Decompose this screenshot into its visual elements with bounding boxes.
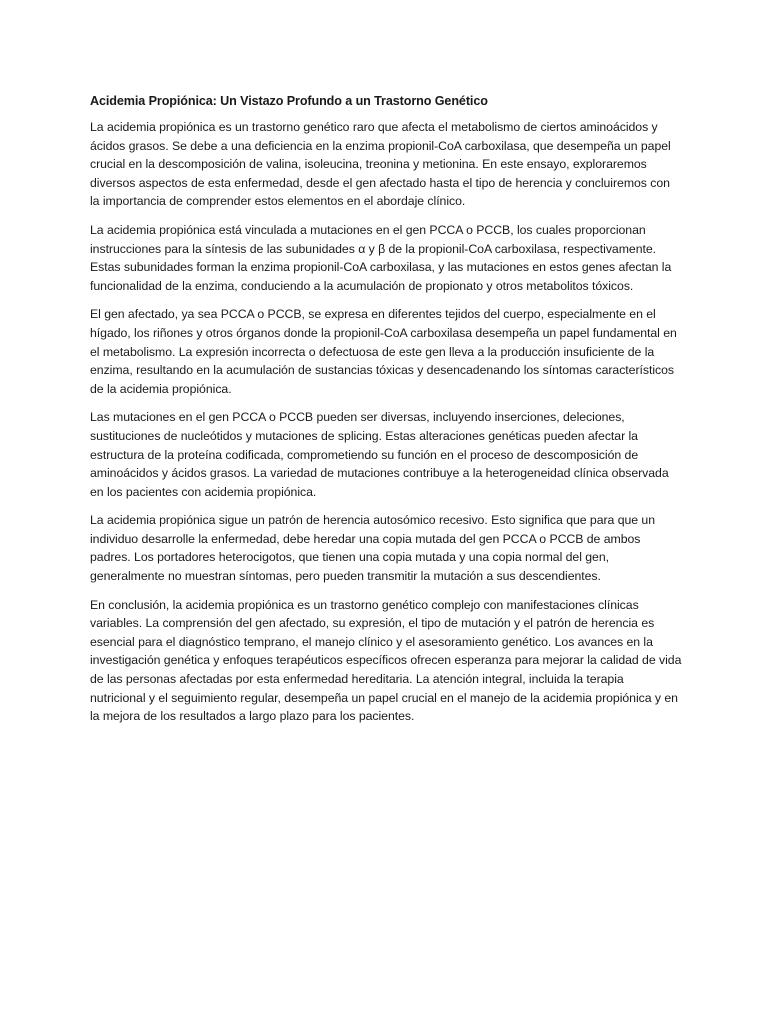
paragraph-conclusion: En conclusión, la acidemia propiónica es un trastorno genético complejo con manifestaciones clínicas variables. La comprensión del gen afectado, su expresión, el tipo de mutación y el patrón de herencia es esencial para el diagnóstico temprano, el manejo clínico y el asesoramiento genético. Los avances en la investigación genética y enfoques terapéuticos específicos ofrecen esperanza para mejorar la calidad de vida de las personas afectadas por esta enfermedad hereditaria. La atención integral, incluida la terapia nutricional y el seguimiento regular, desempeña un papel crucial en el manejo de la acidemia propiónica y en la mejora de los resultados a largo plazo para los pacientes. <box>90 597 682 724</box>
paragraph-genes: La acidemia propiónica está vinculada a mutaciones en el gen PCCA o PCCB, los cuales proporcionan instrucciones para la síntesis de las subunidades α y β de la propionil-CoA carboxilasa, respectivamente. Estas subunidades forman la enzima propionil-CoA carboxilasa, y las mutaciones en estos genes afectan la funcionalidad de la enzima, conduciendo a la acumulación de propionato y otros metabolitos tóxicos. <box>90 222 672 293</box>
paragraph-mutations: Las mutaciones en el gen PCCA o PCCB pueden ser diversas, incluyendo inserciones, deleciones, sustituciones de nucleótidos y mutaciones de splicing. Estas alteraciones genéticas pueden afectar la estructura de la proteína codificada, comprometiendo su función en el proceso de descomposición de aminoácidos y ácidos grasos. La variedad de mutaciones contribuye a la heterogeneidad clínica observada en los pacientes con acidemia propiónica. <box>90 410 669 499</box>
paragraph-inheritance: La acidemia propiónica sigue un patrón de herencia autosómico recesivo. Esto significa que para que un individuo desarrolle la enfermedad, debe heredar una copia mutada del gen PCCA o PCCB de ambos padres. Los portadores heterocigotos, que tienen una copia mutada y una copia normal del gen, generalmente no muestran síntomas, pero pueden transmitir la mutación a sus descendientes. <box>90 513 656 584</box>
paragraph-expression: El gen afectado, ya sea PCCA o PCCB, se expresa en diferentes tejidos del cuerpo, especialmente en el hígado, los riñones y otros órganos donde la propionil-CoA carboxilasa desempeña un papel fundamental en el metabolismo. La expresión incorrecta o defectuosa de este gen lleva a la producción insuficiente de la enzima, resultando en la acumulación de sustancias tóxicas y desencadenando los síntomas característicos de la acidemia propiónica. <box>90 307 677 396</box>
document-title: Acidemia Propiónica: Un Vistazo Profundo a un Trastorno Genético <box>90 94 488 108</box>
document-page <box>90 92 682 736</box>
paragraph-introduction: La acidemia propiónica es un trastorno genético raro que afecta el metabolismo de ciertos aminoácidos y ácidos grasos. Se debe a una deficiencia en la enzima propionil-CoA carboxilasa, que desempeña un papel crucial en la descomposición de valina, isoleucina, treonina y metionina. En este ensayo, exploraremos diversos aspectos de esta enfermedad, desde el gen afectado hasta el tipo de herencia y concluiremos con la importancia de comprender estos elementos en el abordaje clínico. <box>90 120 671 209</box>
